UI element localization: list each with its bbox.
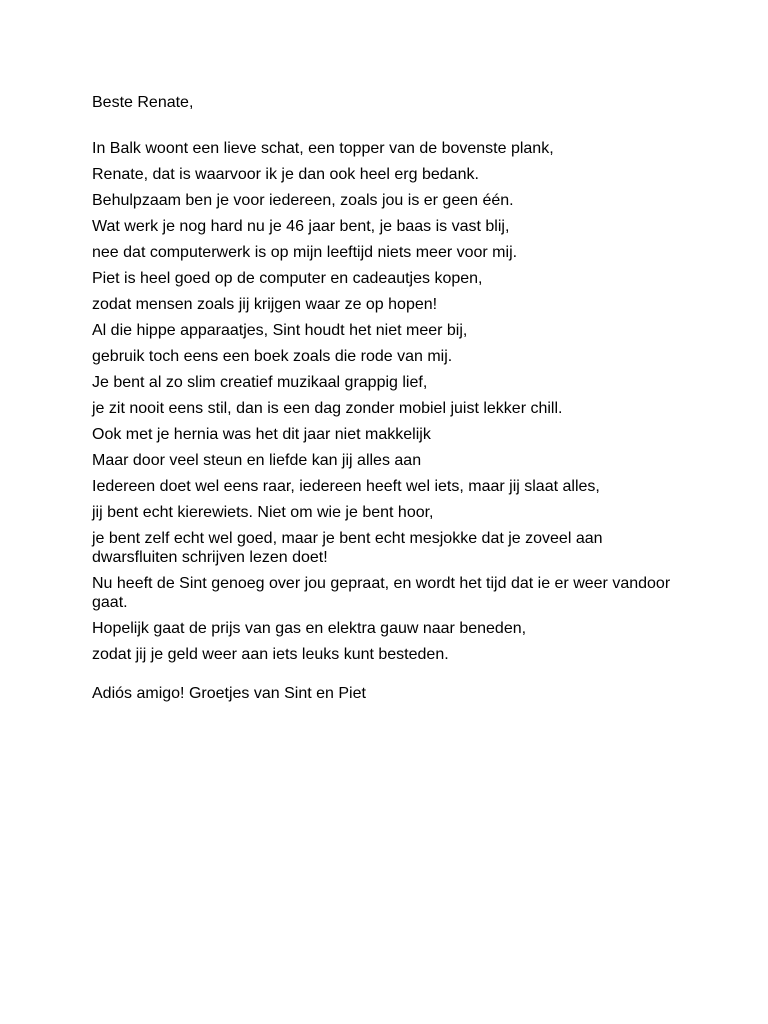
poem-line: je bent zelf echt wel goed, maar je bent echt mesjokke dat je zoveel aan dwarsfluiten schrijven lezen doet! bbox=[92, 530, 603, 566]
poem-line: Wat werk je nog hard nu je 46 jaar bent, je baas is vast blij, bbox=[92, 218, 510, 235]
poem-line: Nu heeft de Sint genoeg over jou gepraat, en wordt het tijd dat ie er weer vandoor gaat. bbox=[92, 575, 671, 611]
poem-line: Je bent al zo slim creatief muzikaal grappig lief, bbox=[92, 374, 428, 391]
letter-body bbox=[92, 93, 682, 704]
letter-closing: Adiós amigo! Groetjes van Sint en Piet bbox=[92, 685, 366, 702]
poem-line: Maar door veel steun en liefde kan jij alles aan bbox=[92, 452, 422, 469]
letter-greeting: Beste Renate, bbox=[92, 94, 194, 111]
poem-line: zodat jij je geld weer aan iets leuks kunt besteden. bbox=[92, 646, 449, 663]
poem-line: Behulpzaam ben je voor iedereen, zoals jou is er geen één. bbox=[92, 192, 514, 209]
poem bbox=[92, 139, 682, 664]
poem-line: zodat mensen zoals jij krijgen waar ze op hopen! bbox=[92, 296, 438, 313]
poem-line: Iedereen doet wel eens raar, iedereen heeft wel iets, maar jij slaat alles, bbox=[92, 478, 600, 495]
poem-line: Renate, dat is waarvoor ik je dan ook heel erg bedank. bbox=[92, 166, 479, 183]
poem-line: In Balk woont een lieve schat, een topper van de bovenste plank, bbox=[92, 140, 554, 157]
poem-line: Hopelijk gaat de prijs van gas en elektra gauw naar beneden, bbox=[92, 620, 527, 637]
poem-line: Piet is heel goed op de computer en cadeautjes kopen, bbox=[92, 270, 483, 287]
poem-line: jij bent echt kierewiets. Niet om wie je bent hoor, bbox=[92, 504, 434, 521]
poem-line: nee dat computerwerk is op mijn leeftijd niets meer voor mij. bbox=[92, 244, 518, 261]
poem-line: je zit nooit eens stil, dan is een dag zonder mobiel juist lekker chill. bbox=[92, 400, 563, 417]
poem-line: Al die hippe apparaatjes, Sint houdt het niet meer bij, bbox=[92, 322, 468, 339]
poem-line: Ook met je hernia was het dit jaar niet makkelijk bbox=[92, 426, 431, 443]
poem-line: gebruik toch eens een boek zoals die rode van mij. bbox=[92, 348, 453, 365]
